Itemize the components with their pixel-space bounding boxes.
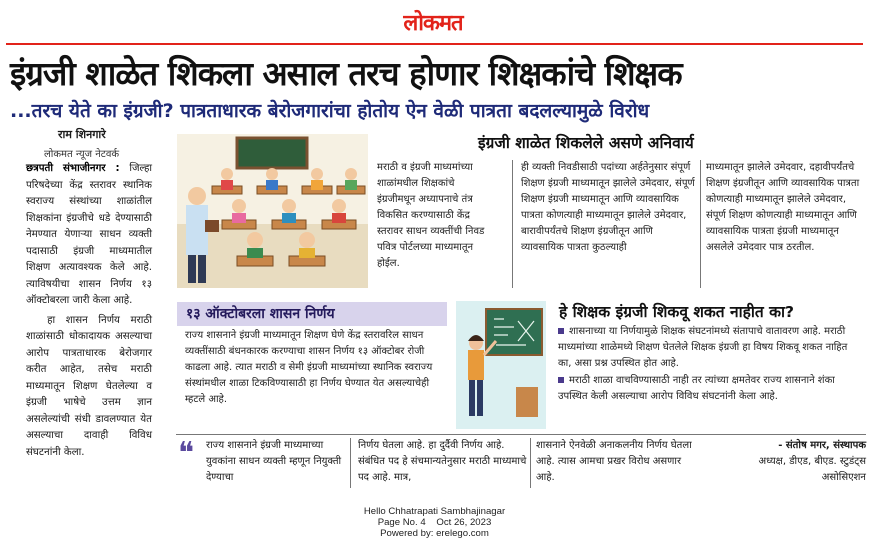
lokmat-logo: लोकमत <box>403 10 463 36</box>
section-title-cannot-teach: हे शिक्षक इंग्रजी शिकवू शकत नाहीत का? <box>559 303 795 321</box>
teacher-illustration <box>456 301 546 429</box>
article-column-2: मराठी व इंग्रजी माध्यमांच्या शाळांमधील शिक्षकांचे इंग्रजीमधून अध्यापनाचे तंत्र विकसित करण्यासाठी केंद्र स्तरावर साधन व्यक्तींची निवड पवित्र पोर्टलच्या माध्यमातून होईल. <box>377 162 485 269</box>
edition-name: Hello Chhatrapati Sambhajinagar <box>363 506 506 517</box>
classroom-drawing <box>177 134 368 288</box>
quote-top-rule <box>176 434 866 435</box>
headline: इंग्रजी शाळेत शिकला असाल तरच होणार शिक्षकांचे शिक्षक <box>10 54 682 93</box>
bullet-square-icon <box>558 328 564 334</box>
bureau-credit: लोकमत न्यूज नेटवर्क <box>44 149 120 160</box>
second-paragraph <box>26 313 152 462</box>
lead-paragraph-text: जिल्हा परिषदेच्या केंद्र स्तरावर स्थानिक स्वराज्य संस्थांच्या शाळांतील शिक्षकांना इंग्रजीचे धडे देण्यासाठी नेमण्यात येणाऱ्या साधन व्यक्ती पदासाठी इंग्रजी माध्यमातील शिक्षण अत्यावश्यक केले आहे. त्याविषयीचा शासन निर्णय १३ ऑक्टोबरला जारी केला आहे. <box>26 163 152 306</box>
column-divider <box>350 438 351 488</box>
second-paragraph-text: हा शासन निर्णय मराठी शाळांसाठी धोकादायक असल्याचा आरोप पात्रताधारक बेरोजगार करीत आहेत, तसेच मराठी माध्यमातून शिक्षण घेतलेल्या व इंग्रजी भाषेचे उत्तम ज्ञान असलेल्यांची संधी डावलण्यात येत असल्याचा दावाही विविध संघटनांनी केला. <box>26 314 152 458</box>
quote-attribution <box>738 438 866 486</box>
column-divider <box>530 438 531 488</box>
bullet-point <box>558 373 858 405</box>
box-text: राज्य शासनाने इंग्रजी माध्यमातून शिक्षण घेणे केंद्र स्तरावरिल साधन व्यक्तींसाठी बंधनकारक करण्याचा शासन निर्णय १३ ऑक्टोबर रोजी काढला आहे. त्यात मराठी व सेमी इंग्रजी माध्यमांच्या स्थानिक स्वराज्य संस्थांमधील शाळा टिकविण्यासाठी हा निर्णय घेण्यात येत असल्याचेही म्हटले आहे. <box>185 330 433 405</box>
dateline: छत्रपती संभाजीनगर : <box>26 163 120 174</box>
column-divider <box>700 160 701 288</box>
byline: राम शिनगारे <box>58 128 106 141</box>
box-title-oct13-decision: १३ ऑक्टोबरला शासन निर्णय <box>177 302 447 326</box>
quote-mark-icon: ❝ <box>178 436 195 471</box>
section-title-english-mandatory: इंग्रजी शाळेत शिकलेले असणे अनिवार्य <box>478 134 694 152</box>
bullet-text: मराठी शाळा वाचविण्यासाठी नाही तर त्यांच्या क्षमतेवर राज्य शासनाने शंका उपस्थित केली असल्याचा आरोप विविध संघटनांनी केला आहे. <box>558 375 835 402</box>
column-divider <box>512 160 513 288</box>
lead-paragraph <box>26 161 152 310</box>
classroom-illustration <box>177 134 368 288</box>
masthead-rule <box>6 43 863 45</box>
page-and-date: Page No. 4 Oct 26, 2023 <box>377 517 492 528</box>
teacher-drawing <box>456 301 546 429</box>
subheadline: ...तरच येते का इंग्रजी? पात्रताधारक बेरोजगारांचा होतोय ऐन वेळी पात्रता बदलल्यामुळे विरोध <box>10 100 650 122</box>
quote-author-role: अध्यक्ष, डीएड, बीएड. स्टुडंट्स असोसिएशन <box>758 456 866 483</box>
bullet-square-icon <box>558 377 564 383</box>
quote-author: - संतोष मगर, संस्थापक <box>778 440 866 451</box>
bullet-point <box>558 324 858 372</box>
article-column-1 <box>26 161 152 464</box>
quote-part-1: राज्य शासनाने इंग्रजी माध्यमाच्या युवकांना साधन व्यक्ती म्हणून नियुक्ती देण्याचा <box>206 440 342 483</box>
quote-part-2: निर्णय घेतला आहे. हा दुर्दैवी निर्णय आहे. संबंधित पद हे संचमान्यतेनुसार मराठी माध्यमाचे पद आहे. मात्र, <box>358 440 527 483</box>
article-column-3: ही व्यक्ती निवडीसाठी पदांच्या अर्हतेनुसार संपूर्ण शिक्षण इंग्रजी माध्यमातून झालेले उमेदवार, संपूर्ण शिक्षण इंग्रजी माध्यमातून आणि व्यावसायिक पात्रता कोणत्याही माध्यमातून झालेले उमेदवार, बारावीपर्यंतचे शिक्षण इंग्रजीतून आणि व्यावसायिक पात्रता कुठल्याही <box>521 162 695 253</box>
article-column-4: माध्यमातून झालेले उमेदवार, दहावीपर्यंतचे शिक्षण इंग्रजीतून आणि व्यावसायिक पात्रता कोणत्याही माध्यमातून झालेले उमेदवार, संपूर्ण शिक्षण कोणत्याही माध्यमातून आणि व्यावसायिक पात्रता इंग्रजी माध्यमातून असलेले उमेदवार पात्र ठरतील. <box>706 162 860 253</box>
quote-part-3: शासनाने ऐनवेळी अनाकलनीय निर्णय घेतला आहे. त्यास आमचा प्रखर विरोध असणार आहे. <box>536 440 692 483</box>
bullet-text: शासनाच्या या निर्णयामुळे शिक्षक संघटनांमध्ये संतापाचे वातावरण आहे. मराठी माध्यमांच्या शाळेमध्ये शिक्षण घेतलेले शिक्षक इंग्रजी हा विषय शिकवू शकत नाहित का, असा प्रश्न उपस्थित होत आहे. <box>558 326 848 369</box>
powered-by: Powered by: erelego.com <box>380 528 489 539</box>
page-footer <box>300 506 569 539</box>
